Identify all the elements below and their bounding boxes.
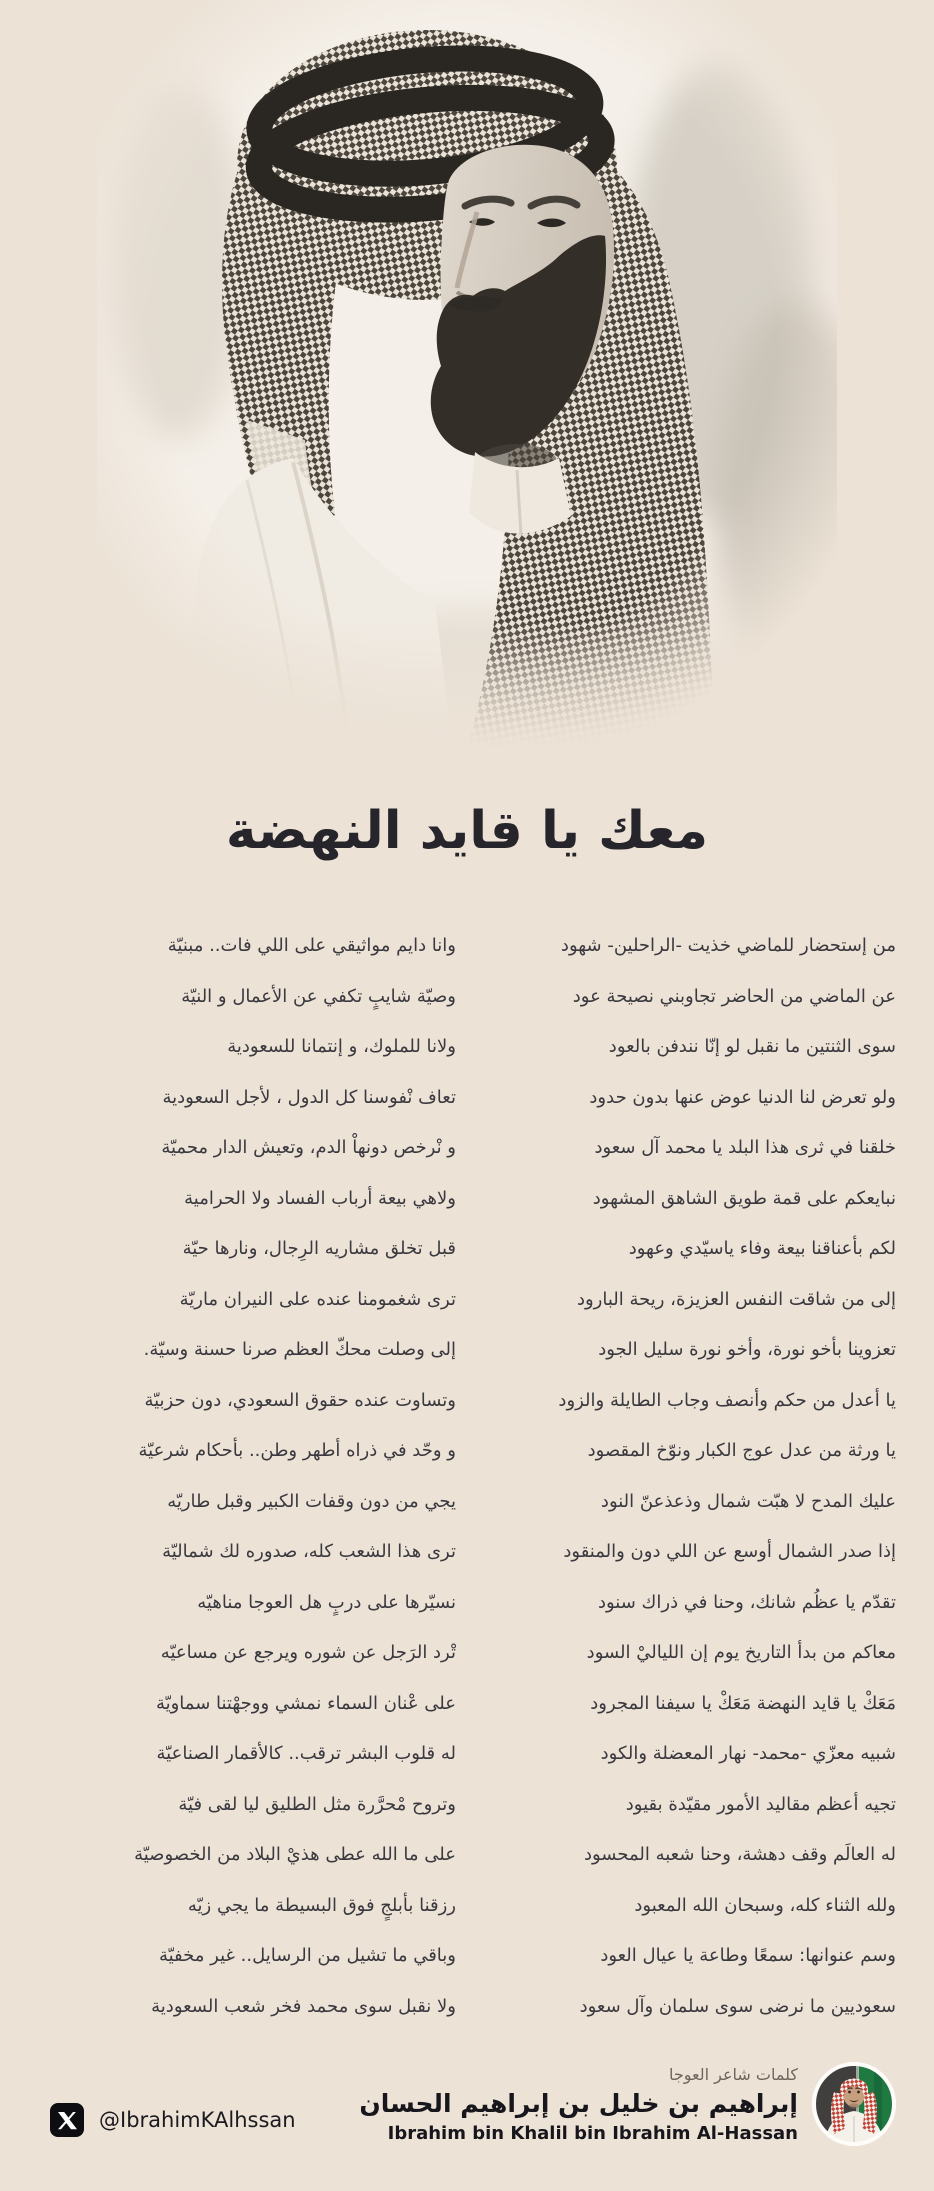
poem-line: وانا دايم مواثيقي على اللي فات.. مبنيّة bbox=[167, 935, 456, 956]
poem-line: يا أعدل من حكم وأنصف وجاب الطايلة والزود bbox=[558, 1389, 896, 1411]
poem-line: من إستحضار للماضي خذيت -الراحلين- شهود bbox=[560, 935, 896, 956]
poem-line: قبل تخلق مشاريه الرِجال، ونارها حيّة bbox=[182, 1238, 456, 1259]
poem-line: لكم بأعناقنا بيعة وفاء ياسيّدي وعهود bbox=[628, 1238, 896, 1259]
poem-line: وتروح مْحرَّرة مثل الطليق ليا لقى فيّة bbox=[178, 1793, 456, 1815]
poem-line: وسم عنوانها: سمعًا وطاعة يا عيال العود bbox=[600, 1945, 896, 1966]
poem-line: نسيّرها على دربٍ هل العوجا مناهيّه bbox=[197, 1591, 456, 1613]
poem-line: له العالَم وقف دهشة، وحنا شعبه المحسود bbox=[583, 1844, 896, 1865]
poet-credit-text bbox=[359, 2065, 798, 2144]
poem-line: و وحّد في ذراه أطهر وطن.. بأحكام شرعيّة bbox=[138, 1440, 456, 1461]
poem-line: تْرد الرَجل عن شوره ويرجع عن مساعيّه bbox=[160, 1642, 456, 1663]
poem-column-second-hemistich bbox=[38, 921, 456, 2032]
page-title: معك يا قايد النهضة bbox=[225, 800, 709, 861]
social-handle-row bbox=[50, 2103, 296, 2137]
poem-line: مَعَكْ يا قايد النهضة مَعَكْ يا سيفنا المجرود bbox=[590, 1692, 896, 1714]
poem-line: وتساوت عنده حقوق السعودي، دون حزبيّة bbox=[144, 1389, 456, 1411]
poem-line: معاكم من بدأ التاريخ يوم إن اللياليْ السود bbox=[586, 1642, 896, 1663]
poem-line: إلى وصلت محكّ العظم صرنا حسنة وسيّة. bbox=[143, 1339, 456, 1360]
poem-line: تعزوينا بأخو نورة، وأخو نورة سليل الجود bbox=[598, 1339, 896, 1360]
x-logo-icon[interactable] bbox=[50, 2103, 84, 2137]
poem-line: ولاهي بيعة أرباب الفساد ولا الحرامية bbox=[184, 1187, 456, 1209]
poem-line: عليك المدح لا هبّت شمال وذعذعنّ النود bbox=[600, 1490, 896, 1512]
poem-line: شبيه معزّي -محمد- نهار المعضلة والكود bbox=[600, 1743, 896, 1764]
credit-label: كلمات شاعر العوجا bbox=[669, 2064, 798, 2084]
poem-line: سوى الثنتين ما نقبل لو إنّا نندفن بالعود bbox=[608, 1036, 896, 1057]
poem-line: على ما الله عطى هذيْ البلاد من الخصوصيّة bbox=[134, 1844, 456, 1865]
poem-line: رزقنا بأبلجٍ فوق البسيطة ما يجي زيّه bbox=[187, 1894, 456, 1916]
poem-line: له قلوب البشر ترقب.. كالأقمار الصناعيّة bbox=[156, 1743, 456, 1764]
poem-line: نبايعكم على قمة طويق الشاهق المشهود bbox=[592, 1187, 896, 1209]
poem-line: إذا صدر الشمال أوسع عن اللي دون والمنقود bbox=[563, 1541, 896, 1562]
poem-line: ولانا للملوك، و إنتمانا للسعودية bbox=[227, 1036, 456, 1057]
poem-line: تجيه أعظم مقاليد الأمور مقيّدة بقيود bbox=[625, 1793, 896, 1815]
poem-line: ولو تعرض لنا الدنيا عوض عنها بدون حدود bbox=[589, 1086, 896, 1108]
poem-column-first-hemistich bbox=[478, 921, 896, 2032]
poem-line: ترى شغمومنا عنده على النيران ماريّة bbox=[179, 1288, 456, 1310]
poem-line: سعوديين ما نرضى سوى سلمان وآل سعود bbox=[579, 1995, 896, 2017]
poem bbox=[38, 921, 896, 2032]
poem-line: تعاف نْفوسنا كل الدول ، لأجل السعودية bbox=[162, 1086, 456, 1108]
poem-line: تقدّم يا عظُم شانك، وحنا في ذراك سنود bbox=[597, 1591, 896, 1613]
poem-line: ولله الثناء كله، وسبحان الله المعبود bbox=[634, 1894, 896, 1916]
poet-credit bbox=[359, 2062, 896, 2146]
poem-line: وصيّة شايبٍ تكفي عن الأعمال و النيّة bbox=[181, 985, 456, 1007]
poem-line: يا ورثة من عدل عوج الكبار ونوّخ المقصود bbox=[587, 1440, 896, 1461]
hero-portrait-photo bbox=[97, 0, 837, 750]
poem-line: إلى من شاقت النفس العزيزة، ريحة البارود bbox=[576, 1288, 896, 1310]
poem-line: خلقنا في ثرى هذا البلد يا محمد آل سعود bbox=[594, 1137, 896, 1158]
x-handle-text[interactable]: @IbrahimKAlhssan bbox=[99, 2108, 296, 2132]
poem-line: ولا نقبل سوى محمد فخر شعب السعودية bbox=[151, 1995, 456, 2017]
poem-line: عن الماضي من الحاضر تجاوبني نصيحة عود bbox=[572, 985, 896, 1007]
poem-line: وباقي ما تشيل من الرسايل.. غير مخفيّة bbox=[158, 1945, 456, 1966]
poem-line: يجي من دون وقفات الكبير وقبل طاريّه bbox=[167, 1490, 456, 1512]
poem-line: و نْرخص دونهاْ الدم، وتعيش الدار محميّة bbox=[161, 1137, 456, 1158]
poet-avatar bbox=[812, 2062, 896, 2146]
poet-name-english: Ibrahim bin Khalil bin Ibrahim Al-Hassan bbox=[387, 2122, 798, 2144]
poet-name-arabic: إبراهيم بن خليل بن إبراهيم الحسان bbox=[359, 2088, 798, 2118]
portrait-illustration bbox=[97, 0, 837, 750]
poem-line: على عْنان السماء نمشي ووجهْتنا سماويّة bbox=[155, 1692, 456, 1714]
poem-line: ترى هذا الشعب كله، صدوره لك شماليّة bbox=[162, 1541, 456, 1562]
